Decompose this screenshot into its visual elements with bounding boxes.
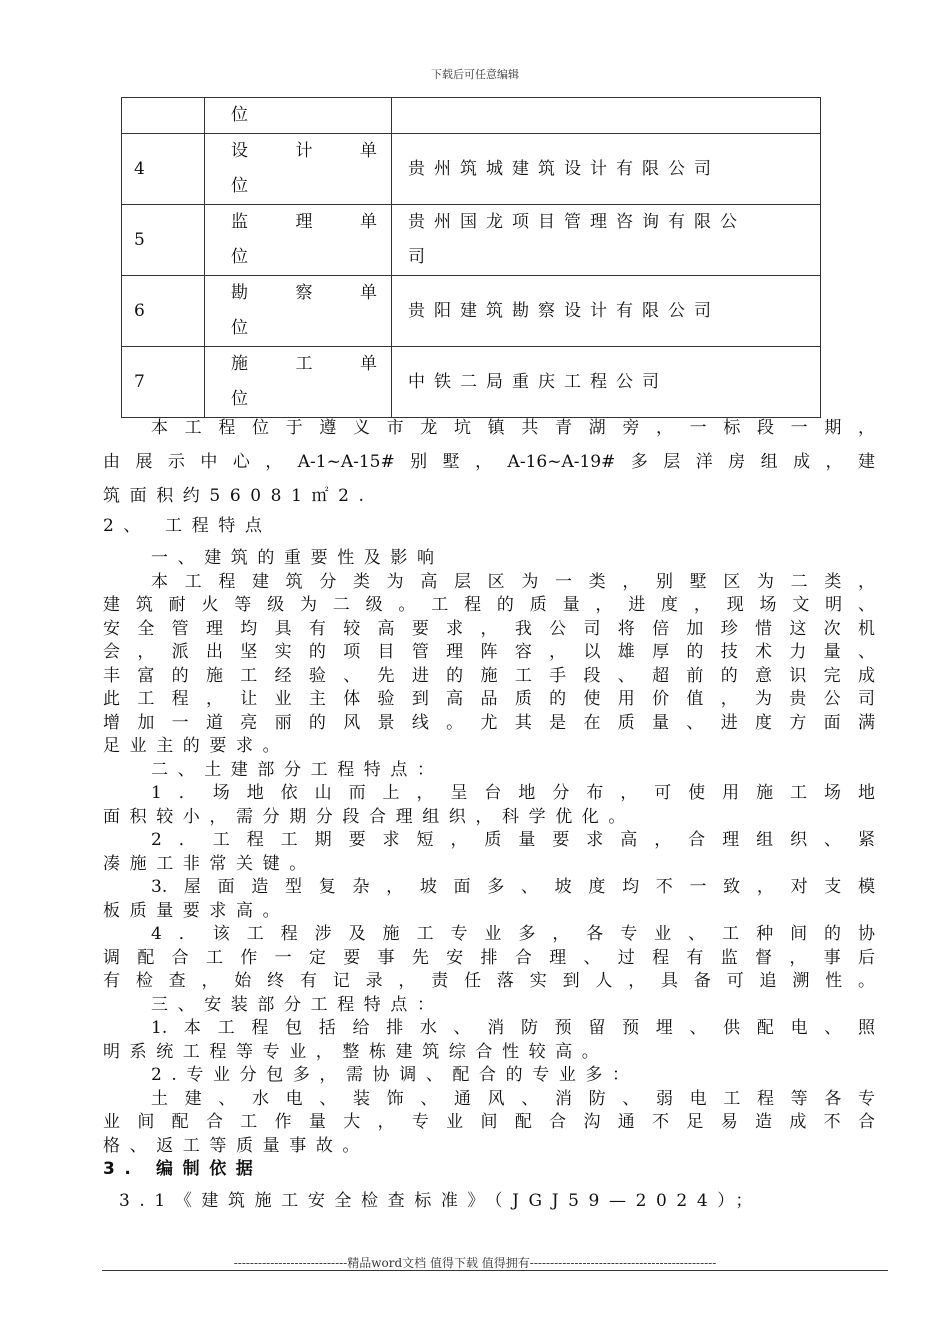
- paragraph-line: 4．该工程涉及施工专业多，各专业、工种间的协: [151, 924, 875, 944]
- paragraph-line: 此工程，让业主体验到高品质的使用价值，为贵公司: [103, 689, 875, 709]
- subsection-title: 三、安装部分工程特点：: [151, 994, 444, 1015]
- paragraph-line: 1．场地依山而上，呈台地分布，可使用施工场地: [151, 783, 875, 803]
- table-row: [122, 276, 821, 347]
- section-2: [103, 514, 875, 1213]
- row-label: [205, 347, 392, 418]
- row-label-line2: 位: [231, 389, 248, 409]
- paragraph-line: 业间配合工作量大，专业间配合沟通不足易造成不合: [103, 1112, 875, 1132]
- row-label: [205, 98, 392, 134]
- row-number: 5: [122, 205, 205, 276]
- subsection-title: 一、建筑的重要性及影响: [151, 548, 444, 568]
- paragraph-line: 足业主的要求。: [103, 736, 290, 756]
- row-value-line1: 贵阳建筑勘察设计有限公司: [408, 300, 720, 321]
- paragraph-line: 土建、水电、装饰、通风、消防、弱电工程等各专: [151, 1088, 875, 1109]
- intro-line: 由展示中心，A-1~A-15#别墅，A-16~A-19#多层洋房组成，建: [103, 452, 875, 472]
- row-value: [392, 134, 821, 205]
- page-footer: ----------------------------精品word文档 值得下载 值得拥有----------------------------------------------: [233, 1256, 717, 1270]
- section-title: 3. 编制依据: [103, 1159, 263, 1179]
- intro-line: 本工程位于遵义市龙坑镇共青湖旁，一标段一期，: [151, 418, 875, 438]
- paragraph-line: 有检查，始终有记录，责任落实到人，具备可追溯性。: [103, 971, 875, 991]
- paragraph-line: 会，派出坚实的项目管理阵容，以雄厚的技术力量、: [103, 642, 875, 662]
- row-value-line1: 贵州筑城建筑设计有限公司: [408, 158, 720, 179]
- row-label-line2: 位: [231, 318, 248, 338]
- row-value: [392, 98, 821, 134]
- participating-units-table: [121, 97, 821, 418]
- paragraph-line: 2．工程工期要求短，质量要求高，合理组织、紧: [151, 830, 875, 850]
- paragraph-line: 本工程建筑分类为高层区为一类，别墅区为二类，: [151, 571, 875, 592]
- table-row: [122, 347, 821, 418]
- row-value-line1: 贵州国龙项目管理咨询有限公: [408, 212, 746, 232]
- row-number: [122, 98, 205, 134]
- row-value: [392, 276, 821, 347]
- row-label: [205, 205, 392, 276]
- row-label-line2: 位: [231, 105, 248, 125]
- row-label-line2: 位: [231, 247, 248, 267]
- row-label-line1: 勘 察 单: [231, 283, 377, 303]
- row-label: [205, 134, 392, 205]
- subsection-title: 二、土建部分工程特点：: [151, 759, 444, 780]
- paragraph-line: 建筑耐火等级为二级。工程的质量，进度，现场文明、: [103, 595, 875, 615]
- row-label-line2: 位: [231, 176, 248, 196]
- table-row: [122, 205, 821, 276]
- footer-divider: [102, 1270, 888, 1271]
- paragraph-line: 1.本工程包括给排水、消防预留预埋、供配电、照: [151, 1018, 875, 1038]
- row-value-line2: 司: [408, 247, 434, 267]
- row-value: [392, 205, 821, 276]
- paragraph-line: 凑施工非常关键。: [103, 853, 316, 874]
- paragraph-line: 2.专业分包多，需协调、配合的专业多：: [151, 1065, 639, 1085]
- paragraph-line: 丰富的施工经验、先进的施工手段、超前的意识完成: [103, 665, 875, 686]
- paragraph-line: 面积较小，需分期分段合理组织，科学优化。: [103, 806, 635, 827]
- paragraph-line: 安全管理均具有较高要求，我公司将倍加珍惜这次机: [103, 618, 875, 639]
- paragraph-line: 板质量要求高。: [103, 900, 290, 921]
- paragraph-line: 3.屋面造型复杂，坡面多、坡度均不一致，对支模: [151, 877, 875, 897]
- reference-line: 3.1《建筑施工安全检查标准》（JGJ59—2024）；: [119, 1190, 762, 1211]
- paragraph-line: 调配合工作一定要事先安排合理、过程有监督，事后: [103, 947, 875, 968]
- row-number: 4: [122, 134, 205, 205]
- row-number: 6: [122, 276, 205, 347]
- row-label: [205, 276, 392, 347]
- row-value: [392, 347, 821, 418]
- page-header: 下载后可任意编辑: [431, 68, 519, 81]
- row-label-line1: 施 工 单: [231, 354, 377, 374]
- row-number: 7: [122, 347, 205, 418]
- table-row: [122, 98, 821, 134]
- paragraph-line: 增加一道亮丽的风景线。尤其是在质量、进度方面满: [103, 712, 875, 733]
- paragraph-line: 格、返工等质量事故。: [103, 1135, 369, 1156]
- section-title: 2、 工程特点: [103, 516, 272, 536]
- table-row: [122, 134, 821, 205]
- row-value-line1: 中铁二局重庆工程公司: [408, 371, 668, 392]
- row-label-line1: 监 理 单: [231, 212, 377, 232]
- project-intro: [103, 411, 875, 513]
- row-label-line1: 设 计 单: [231, 141, 377, 161]
- intro-line: 筑面积约56081㎡2.: [103, 486, 374, 506]
- paragraph-line: 明系统工程等专业，整栋建筑综合性较高。: [103, 1041, 609, 1062]
